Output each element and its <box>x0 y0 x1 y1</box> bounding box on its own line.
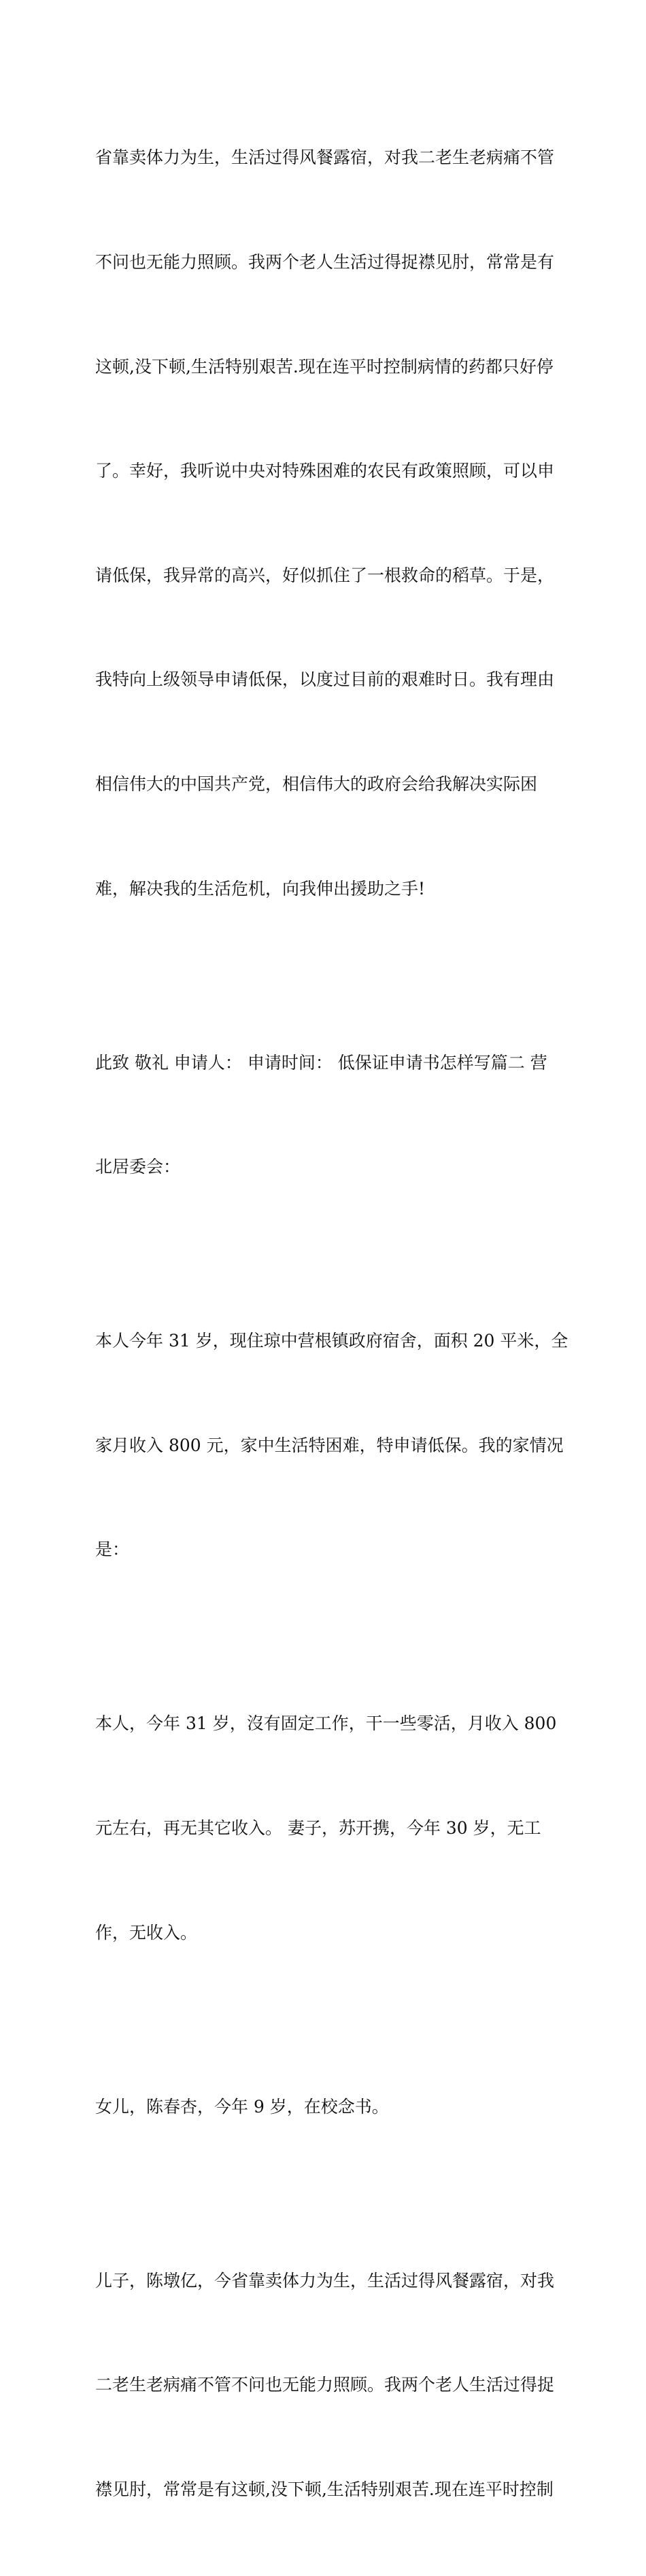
text-line: 二老生老病痛不管不问也无能力照顾。我两个老人生活过得捉 <box>95 2375 555 2395</box>
text-line: 儿子，陈墩亿，今省靠卖体力为生，生活过得风餐露宿，对我 <box>95 2270 555 2291</box>
text-line: 了。幸好，我听说中央对特殊困难的农民有政策照顾，可以申 <box>95 461 555 481</box>
text-line: 是： <box>95 1539 130 1560</box>
text-line: 此致 敬礼 申请人： 申请时间： 低保证申请书怎样写篇二 营 <box>95 1052 547 1073</box>
paragraph-1 <box>95 71 558 975</box>
text-line: 相信伟大的中国共产党，相信伟大的政府会给我解决实际困 <box>95 773 538 794</box>
text-line: 本人，今年 31 岁，沒有固定工作，干一些零活，月收入 800 <box>95 1713 557 1734</box>
paragraph-2 <box>95 975 558 1254</box>
text-line: 难，解决我的生活危机，向我伸出援助之手! <box>95 878 426 899</box>
text-line: 请低保，我异常的高兴，好似抓住了一根救命的稻草。于是， <box>95 565 555 585</box>
paragraph-6 <box>95 2193 558 2576</box>
text-line: 家月收入 800 元，家中生活特困难，特申请低保。我的家情况 <box>95 1435 564 1455</box>
text-line: 本人今年 31 岁，现住琼中营根镇政府宿舍，面积 20 平米，全 <box>95 1331 568 1351</box>
text-line: 襟见肘，常常是有这顿,没下顿,生活特别艰苦.现在连平时控制 <box>95 2479 554 2499</box>
text-line: 我特向上级领导申请低保，以度过目前的艰难时日。我有理由 <box>95 669 555 690</box>
text-line: 这顿,没下顿,生活特别艰苦.现在连平时控制病情的药都只好停 <box>95 356 554 377</box>
text-line: 作，无收入。 <box>95 1922 198 1943</box>
document-page <box>95 71 568 2576</box>
text-line: 元左右，再无其它收入。 妻子，苏开携，今年 30 岁，无工 <box>95 1817 541 1838</box>
text-line: 省靠卖体力为生，生活过得风餐露宿，对我二老生老病痛不管 <box>95 147 555 168</box>
text-line: 北居委会： <box>95 1157 181 1177</box>
paragraph-3 <box>95 1254 568 1637</box>
text-line: 不问也无能力照顾。我两个老人生活过得捉襟见肘，常常是有 <box>95 252 555 272</box>
text-line: 女儿，陈春杏，今年 9 岁，在校念书。 <box>95 2096 389 2117</box>
paragraph-4 <box>95 1637 558 2019</box>
paragraph-5 <box>95 2019 558 2193</box>
